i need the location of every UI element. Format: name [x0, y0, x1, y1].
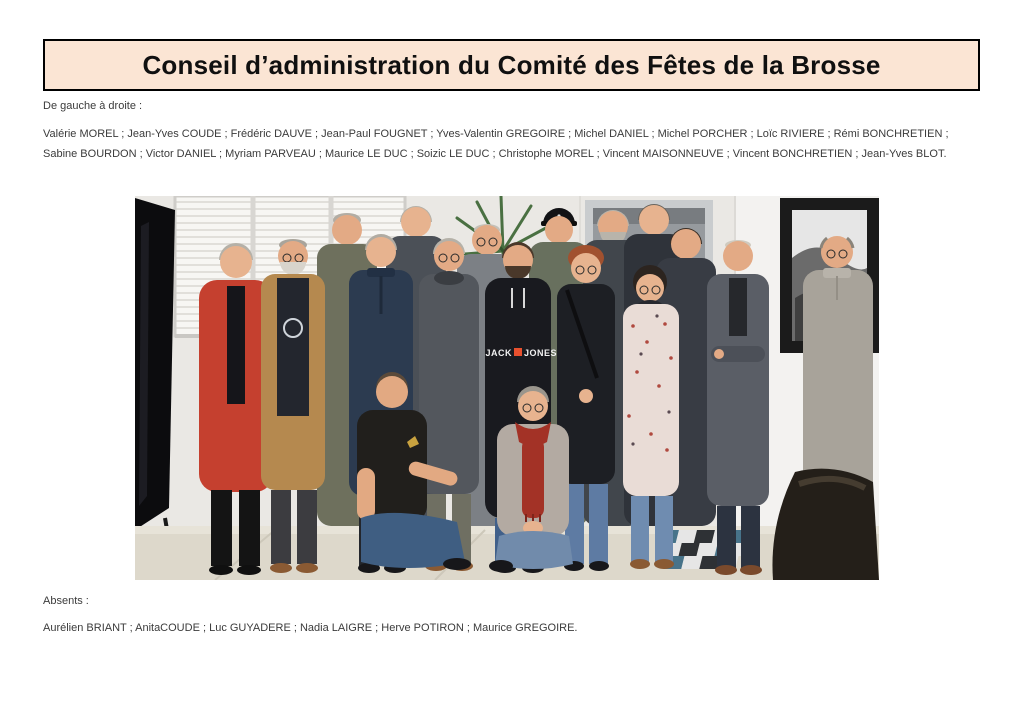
absents-names-paragraph: Aurélien BRIANT ; AnitaCOUDE ; Luc GUYADERE ; Nadia LAIGRE ; Herve POTIRON ; Maurice GREGOIRE.	[43, 622, 578, 634]
hoodie-text-left: JACK	[485, 348, 512, 358]
present-names-paragraph: Valérie MOREL ; Jean-Yves COUDE ; Frédéric DAUVE ; Jean-Paul FOUGNET ; Yves-Valentin GREGOIRE ; Michel DANIEL ; Michel PORCHER ; Loïc RIVIERE ; Rémi BONCHRETIEN ; Sabine BOURDON ; Victor DANIEL ; Myriam PARVEAU ; Maurice LE DUC ; Soizic LE DUC ; Christophe MOREL ; Vincent MAISONNEUVE ; Vincent BONCHRETIEN ; Jean-Yves BLOT.	[43, 128, 949, 160]
group-photo	[135, 196, 879, 580]
absents-label: Absents :	[43, 595, 89, 607]
group-photo-illustration	[135, 196, 879, 580]
title-banner	[43, 39, 980, 91]
intro-label: De gauche à droite :	[43, 100, 143, 112]
page-title: Conseil d’administration du Comité des Fêtes de la Brosse	[142, 49, 881, 80]
hoodie-text-right: JONES	[524, 348, 558, 358]
